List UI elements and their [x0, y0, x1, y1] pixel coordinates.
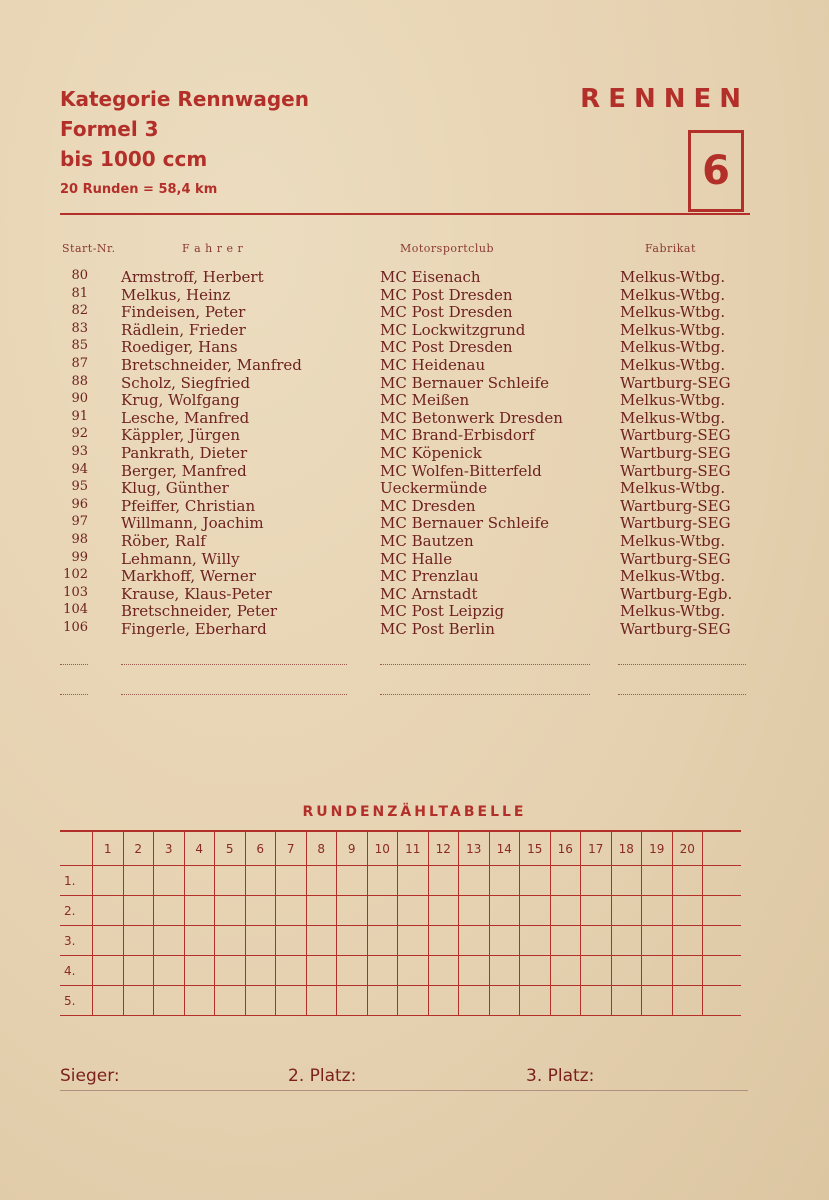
blank-line: [121, 664, 347, 665]
lap-cell[interactable]: [581, 986, 612, 1016]
lap-cell[interactable]: [520, 956, 551, 986]
club-name: MC Brand-Erbisdorf: [380, 426, 535, 445]
lap-cell[interactable]: [184, 896, 215, 926]
entry-row: [0, 497, 829, 515]
lap-cell[interactable]: [520, 866, 551, 896]
start-number: 92: [71, 426, 88, 442]
lap-cell[interactable]: [489, 896, 520, 926]
lap-cell[interactable]: [367, 926, 398, 956]
lap-cell[interactable]: [306, 986, 337, 1016]
driver-name: Käppler, Jürgen: [121, 426, 241, 445]
entry-row: [0, 532, 829, 550]
club-name: Ueckermünde: [380, 479, 488, 498]
club-name: MC Lockwitzgrund: [380, 320, 526, 339]
blank-line: [380, 694, 590, 695]
entry-row: [0, 444, 829, 462]
start-number: 95: [71, 479, 88, 495]
lap-cell[interactable]: [306, 926, 337, 956]
lap-cell[interactable]: [642, 926, 673, 956]
lap-cell[interactable]: [184, 926, 215, 956]
lap-cell[interactable]: [428, 986, 459, 1016]
lap-cell[interactable]: [154, 926, 185, 956]
place-label: 3.: [60, 926, 93, 956]
club-name: MC Heidenau: [380, 355, 486, 374]
car-make: Wartburg-SEG: [620, 549, 731, 568]
place-row: [60, 896, 741, 926]
lap-cell[interactable]: [276, 956, 307, 986]
lap-cell[interactable]: [611, 866, 642, 896]
entry-row: [0, 602, 829, 620]
lap-cell[interactable]: [276, 866, 307, 896]
lap-cell[interactable]: [245, 956, 276, 986]
entry-row: [0, 426, 829, 444]
race-number-box: [688, 130, 744, 212]
place-row: [60, 956, 741, 986]
driver-name: Berger, Manfred: [121, 461, 247, 480]
car-make: Melkus-Wtbg.: [620, 567, 726, 586]
race-number: 6: [702, 148, 730, 194]
lap-cell[interactable]: [703, 926, 742, 956]
lap-cell[interactable]: [93, 866, 124, 896]
lap-cell[interactable]: [672, 866, 703, 896]
driver-name: Fingerle, Eberhard: [121, 619, 267, 638]
club-name: MC Eisenach: [380, 268, 481, 286]
lap-cell[interactable]: [215, 866, 246, 896]
lap-cell[interactable]: [276, 896, 307, 926]
lap-number-header: 20: [672, 831, 703, 866]
col-driver: F a h r e r: [182, 242, 244, 255]
lap-number-header: 10: [367, 831, 398, 866]
car-make: Melkus-Wtbg.: [620, 479, 726, 498]
entry-row: [0, 550, 829, 568]
lap-number-header: 8: [306, 831, 337, 866]
lap-cell[interactable]: [245, 866, 276, 896]
car-make: Melkus-Wtbg.: [620, 285, 726, 304]
lap-cell[interactable]: [703, 986, 742, 1016]
lap-cell[interactable]: [428, 866, 459, 896]
entry-row: [0, 462, 829, 480]
lap-cell[interactable]: [489, 866, 520, 896]
lap-cell[interactable]: [581, 956, 612, 986]
lap-cell[interactable]: [550, 866, 581, 896]
entry-row: [0, 585, 829, 603]
lap-cell[interactable]: [703, 896, 742, 926]
lap-cell[interactable]: [672, 926, 703, 956]
club-name: MC Prenzlau: [380, 567, 479, 586]
col-make: Fabrikat: [645, 242, 696, 255]
lap-cell[interactable]: [154, 986, 185, 1016]
car-make: Wartburg-SEG: [620, 443, 731, 462]
lap-cell[interactable]: [611, 896, 642, 926]
lap-cell[interactable]: [215, 986, 246, 1016]
lap-count-table: [60, 830, 741, 1016]
lap-number-header: 14: [489, 831, 520, 866]
race-label: RENNEN: [580, 84, 749, 114]
entry-row: [0, 268, 829, 286]
car-make: Wartburg-SEG: [620, 496, 731, 515]
lap-cell[interactable]: [398, 926, 429, 956]
lap-cell[interactable]: [703, 956, 742, 986]
start-number: 104: [63, 602, 88, 618]
table-corner: [60, 831, 93, 866]
lap-cell[interactable]: [337, 986, 368, 1016]
entry-row: [0, 514, 829, 532]
driver-name: Rädlein, Frieder: [121, 320, 246, 339]
start-number: 87: [71, 355, 88, 371]
lap-cell[interactable]: [459, 986, 490, 1016]
driver-name: Melkus, Heinz: [121, 285, 231, 304]
club-name: MC Bernauer Schleife: [380, 373, 549, 392]
lap-cell[interactable]: [337, 896, 368, 926]
lap-number-header: 9: [337, 831, 368, 866]
club-name: MC Post Dresden: [380, 338, 513, 357]
start-number: 85: [71, 338, 88, 354]
place-row: [60, 926, 741, 956]
lap-cell[interactable]: [306, 896, 337, 926]
start-number: 82: [71, 303, 88, 319]
driver-name: Bretschneider, Peter: [121, 602, 278, 621]
lap-number-header: 12: [428, 831, 459, 866]
club-name: MC Post Dresden: [380, 285, 513, 304]
lap-cell[interactable]: [276, 926, 307, 956]
lap-cell[interactable]: [184, 956, 215, 986]
lap-cell[interactable]: [245, 926, 276, 956]
club-name: MC Betonwerk Dresden: [380, 408, 563, 427]
driver-name: Lesche, Manfred: [121, 408, 250, 427]
lap-number-header: 6: [245, 831, 276, 866]
club-name: MC Bernauer Schleife: [380, 514, 549, 533]
lap-cell[interactable]: [367, 986, 398, 1016]
car-make: Melkus-Wtbg.: [620, 338, 726, 357]
third-place-label: 3. Platz:: [526, 1066, 595, 1086]
start-number: 91: [71, 408, 88, 424]
car-make: Wartburg-SEG: [620, 461, 731, 480]
entry-row: [0, 409, 829, 427]
lap-cell[interactable]: [123, 956, 154, 986]
start-number: 98: [71, 531, 88, 547]
driver-name: Armstroff, Herbert: [121, 268, 264, 286]
lap-cell[interactable]: [93, 896, 124, 926]
lap-cell[interactable]: [93, 926, 124, 956]
entry-row: [0, 567, 829, 585]
lap-cell[interactable]: [459, 896, 490, 926]
lap-cell[interactable]: [642, 986, 673, 1016]
lap-cell[interactable]: [459, 866, 490, 896]
lap-cell[interactable]: [337, 926, 368, 956]
lap-cell[interactable]: [520, 896, 551, 926]
start-number: 97: [71, 514, 88, 530]
blank-line: [618, 694, 746, 695]
lap-cell[interactable]: [306, 956, 337, 986]
start-number: 102: [63, 567, 88, 583]
lap-cell[interactable]: [489, 986, 520, 1016]
lap-cell[interactable]: [337, 866, 368, 896]
lap-number-header: 19: [642, 831, 673, 866]
car-make: Melkus-Wtbg.: [620, 268, 726, 286]
car-make: Melkus-Wtbg.: [620, 303, 726, 322]
start-number: 90: [71, 391, 88, 407]
place-label: 2.: [60, 896, 93, 926]
car-make: Wartburg-SEG: [620, 426, 731, 445]
start-number: 93: [71, 443, 88, 459]
lap-number-header: 4: [184, 831, 215, 866]
lap-cell[interactable]: [428, 926, 459, 956]
entry-row: [0, 321, 829, 339]
lap-cell[interactable]: [703, 866, 742, 896]
header-divider: [60, 213, 750, 215]
blank-line: [60, 664, 88, 665]
entry-row: [0, 391, 829, 409]
club-name: MC Bautzen: [380, 531, 474, 550]
lap-cell[interactable]: [489, 956, 520, 986]
blank-line: [121, 694, 347, 695]
car-make: Melkus-Wtbg.: [620, 408, 726, 427]
driver-name: Pankrath, Dieter: [121, 443, 248, 462]
lap-cell[interactable]: [184, 866, 215, 896]
place-label: 5.: [60, 986, 93, 1016]
lap-cell[interactable]: [184, 986, 215, 1016]
entry-row: [0, 374, 829, 392]
driver-name: Markhoff, Werner: [121, 567, 256, 586]
lap-cell[interactable]: [245, 986, 276, 1016]
place-row: [60, 986, 741, 1016]
lap-cell[interactable]: [123, 896, 154, 926]
lap-cell[interactable]: [398, 956, 429, 986]
lap-cell[interactable]: [520, 986, 551, 1016]
lap-cell[interactable]: [550, 926, 581, 956]
place-row: [60, 866, 741, 896]
car-make: Wartburg-SEG: [620, 514, 731, 533]
signature-line: [60, 1090, 748, 1091]
lap-cell[interactable]: [672, 896, 703, 926]
lap-cell[interactable]: [398, 866, 429, 896]
driver-name: Klug, Günther: [121, 479, 229, 498]
driver-name: Röber, Ralf: [121, 531, 206, 550]
lap-number-header: 2: [123, 831, 154, 866]
driver-name: Krause, Klaus-Peter: [121, 584, 272, 603]
race-category-block: [60, 84, 309, 197]
car-make: Melkus-Wtbg.: [620, 531, 726, 550]
entry-row: [0, 303, 829, 321]
entry-row: [0, 286, 829, 304]
driver-name: Roediger, Hans: [121, 338, 238, 357]
col-club: Motorsportclub: [400, 242, 494, 255]
second-place-label: 2. Platz:: [288, 1066, 357, 1086]
driver-name: Willmann, Joachim: [121, 514, 264, 533]
lap-cell[interactable]: [123, 986, 154, 1016]
lap-cell[interactable]: [306, 866, 337, 896]
blank-line: [618, 664, 746, 665]
lap-cell[interactable]: [642, 866, 673, 896]
lap-number-header: 11: [398, 831, 429, 866]
lap-cell[interactable]: [123, 926, 154, 956]
car-make: Melkus-Wtbg.: [620, 391, 726, 410]
lap-number-header: 18: [611, 831, 642, 866]
lap-cell[interactable]: [581, 926, 612, 956]
lap-cell[interactable]: [215, 956, 246, 986]
start-number: 96: [71, 496, 88, 512]
start-number: 106: [63, 619, 88, 635]
lap-cell[interactable]: [276, 986, 307, 1016]
entry-row: [0, 338, 829, 356]
entry-row: [0, 479, 829, 497]
start-number: 83: [71, 320, 88, 336]
lap-table-title: RUNDENZÄHLTABELLE: [302, 804, 527, 820]
lap-cell[interactable]: [611, 986, 642, 1016]
lap-cell[interactable]: [459, 956, 490, 986]
start-number: 103: [63, 584, 88, 600]
lap-number-header: 15: [520, 831, 551, 866]
driver-name: Scholz, Siegfried: [121, 373, 251, 392]
winner-label: Sieger:: [60, 1066, 120, 1086]
club-name: MC Meißen: [380, 391, 470, 410]
driver-name: Bretschneider, Manfred: [121, 355, 302, 374]
lap-cell[interactable]: [489, 926, 520, 956]
lap-cell[interactable]: [611, 956, 642, 986]
lap-cell[interactable]: [550, 956, 581, 986]
header-filler: [703, 831, 742, 866]
blank-line: [60, 694, 88, 695]
lap-cell[interactable]: [367, 896, 398, 926]
lap-cell[interactable]: [367, 956, 398, 986]
start-number: 80: [71, 268, 88, 283]
lap-cell[interactable]: [550, 896, 581, 926]
lap-cell[interactable]: [337, 956, 368, 986]
category-title: Kategorie Rennwagen: [60, 87, 309, 111]
lap-cell[interactable]: [550, 986, 581, 1016]
lap-cell[interactable]: [93, 986, 124, 1016]
lap-cell[interactable]: [672, 986, 703, 1016]
car-make: Wartburg-Egb.: [620, 584, 733, 603]
lap-number-header: 17: [581, 831, 612, 866]
lap-cell[interactable]: [428, 956, 459, 986]
lap-number-header: 13: [459, 831, 490, 866]
car-make: Wartburg-SEG: [620, 373, 731, 392]
car-make: Melkus-Wtbg.: [620, 320, 726, 339]
start-number: 94: [71, 461, 88, 477]
car-make: Melkus-Wtbg.: [620, 602, 726, 621]
lap-cell[interactable]: [398, 896, 429, 926]
lap-number-header: 3: [154, 831, 185, 866]
displacement-title: bis 1000 ccm: [60, 147, 208, 171]
lap-cell[interactable]: [642, 956, 673, 986]
club-name: MC Post Leipzig: [380, 602, 505, 621]
start-number: 99: [71, 549, 88, 565]
lap-number-header: 16: [550, 831, 581, 866]
lap-cell[interactable]: [154, 896, 185, 926]
club-name: MC Dresden: [380, 496, 476, 515]
lap-number-header: 1: [93, 831, 124, 866]
start-number: 81: [71, 285, 88, 301]
driver-name: Pfeiffer, Christian: [121, 496, 256, 515]
entry-row: [0, 356, 829, 374]
lap-number-header: 5: [215, 831, 246, 866]
driver-name: Findeisen, Peter: [121, 303, 246, 322]
lap-cell[interactable]: [367, 866, 398, 896]
blank-line: [380, 664, 590, 665]
lap-cell[interactable]: [642, 896, 673, 926]
col-start-nr: Start-Nr.: [62, 242, 116, 255]
lap-cell[interactable]: [459, 926, 490, 956]
club-name: MC Wolfen-Bitterfeld: [380, 461, 542, 480]
lap-header-row: [60, 831, 741, 866]
distance-info: 20 Runden = 58,4 km: [60, 182, 218, 197]
driver-name: Krug, Wolfgang: [121, 391, 240, 410]
club-name: MC Post Dresden: [380, 303, 513, 322]
lap-cell[interactable]: [93, 956, 124, 986]
lap-cell[interactable]: [154, 956, 185, 986]
place-label: 4.: [60, 956, 93, 986]
club-name: MC Post Berlin: [380, 619, 495, 638]
entry-list: [0, 268, 829, 637]
lap-cell[interactable]: [215, 896, 246, 926]
lap-cell[interactable]: [581, 866, 612, 896]
lap-cell[interactable]: [581, 896, 612, 926]
formula-title: Formel 3: [60, 117, 159, 141]
lap-cell[interactable]: [245, 896, 276, 926]
start-number: 88: [71, 373, 88, 389]
lap-cell[interactable]: [154, 866, 185, 896]
car-make: Melkus-Wtbg.: [620, 355, 726, 374]
driver-name: Lehmann, Willy: [121, 549, 240, 568]
club-name: MC Köpenick: [380, 443, 482, 462]
lap-cell[interactable]: [398, 986, 429, 1016]
lap-cell[interactable]: [428, 896, 459, 926]
place-label: 1.: [60, 866, 93, 896]
club-name: MC Halle: [380, 549, 453, 568]
lap-cell[interactable]: [215, 926, 246, 956]
lap-cell[interactable]: [611, 926, 642, 956]
lap-cell[interactable]: [672, 956, 703, 986]
lap-cell[interactable]: [520, 926, 551, 956]
car-make: Wartburg-SEG: [620, 619, 731, 638]
entry-row: [0, 620, 829, 638]
lap-cell[interactable]: [123, 866, 154, 896]
club-name: MC Arnstadt: [380, 584, 478, 603]
lap-number-header: 7: [276, 831, 307, 866]
